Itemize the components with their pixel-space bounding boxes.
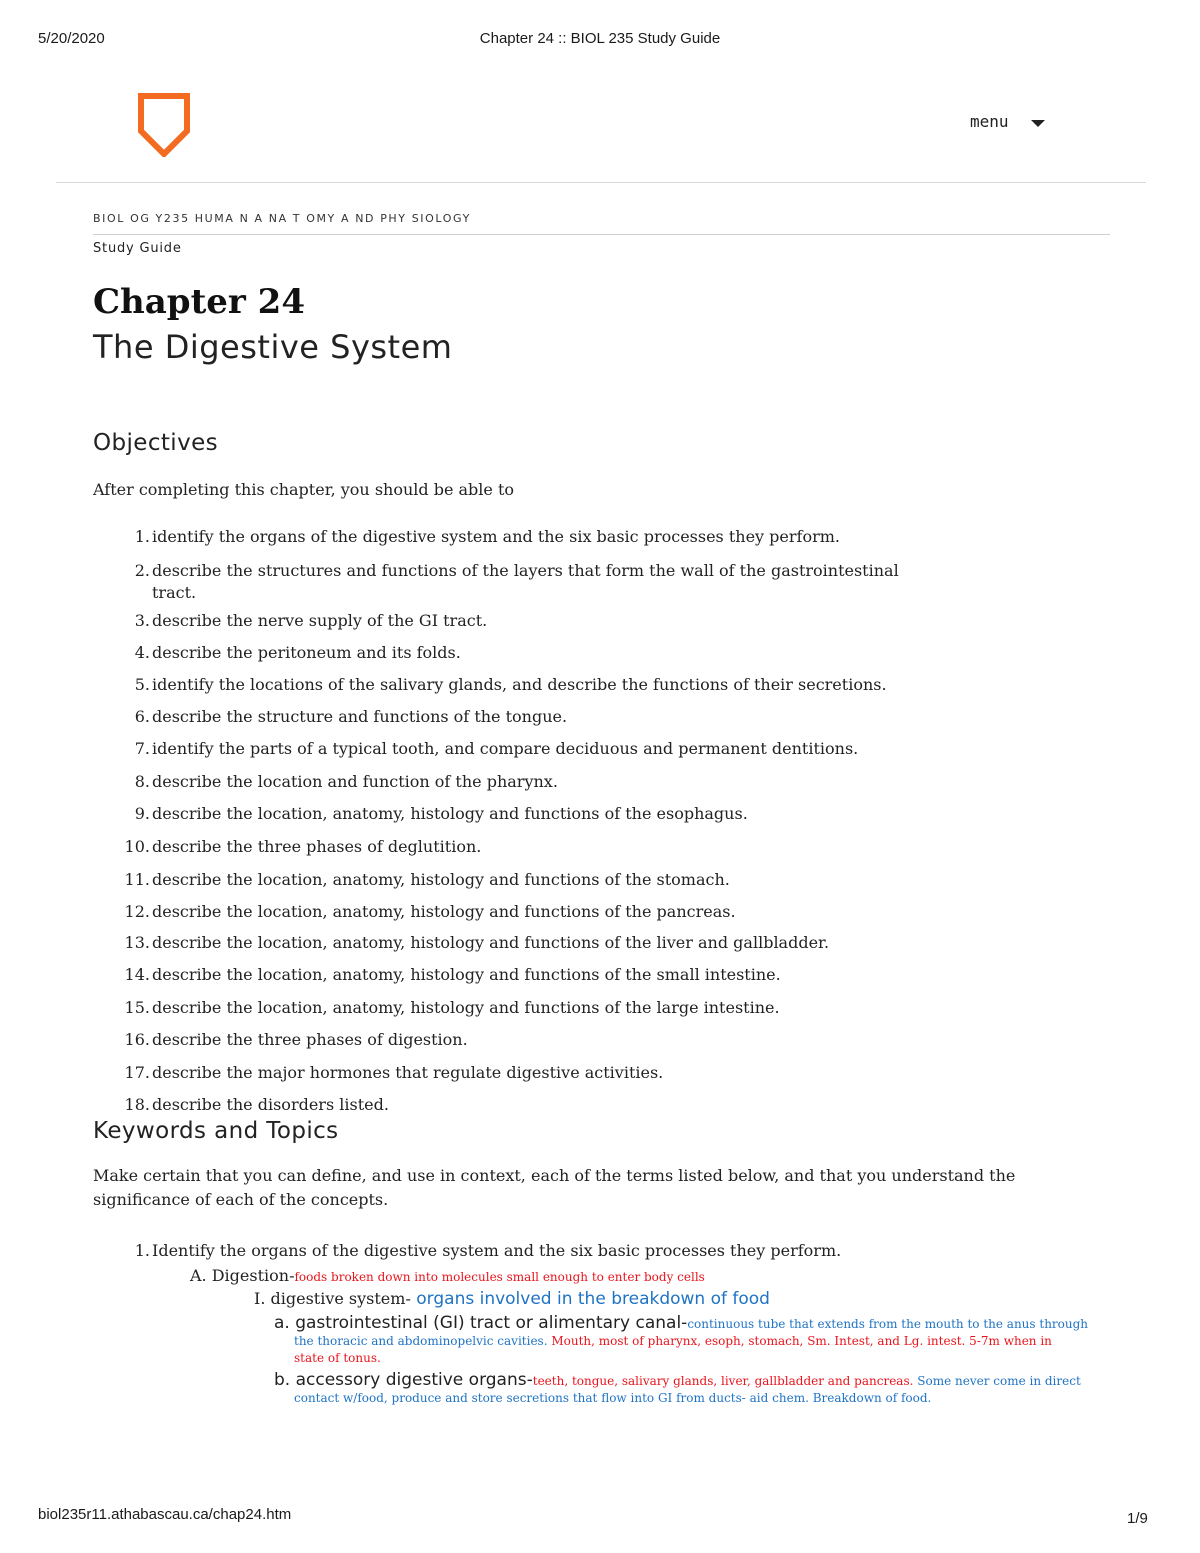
course-name: BIOL OG Y235 HUMA N A NA T OMY A ND PHY SIOLOGY <box>93 212 471 225</box>
list-number: 15. <box>124 998 150 1017</box>
keyword-subitem-a-lower <box>274 1313 1094 1367</box>
outline-label: b. accessory digestive organs- <box>274 1370 533 1390</box>
keywords-heading: Keywords and Topics <box>93 1118 339 1144</box>
section-label: Study Guide <box>93 241 182 256</box>
list-item-text: describe the location, anatomy, histology and functions of the pancreas. <box>152 902 736 921</box>
objectives-intro: After completing this chapter, you should be able to <box>93 480 515 499</box>
list-number: 17. <box>124 1063 150 1082</box>
objective-item <box>93 642 903 664</box>
annotation-blue: the thoracic and abdominopelvic cavities. <box>294 1334 548 1348</box>
list-number: 9. <box>134 804 150 823</box>
objective-item <box>93 932 903 954</box>
list-item-text: describe the structures and functions of the layers that form the wall of the gastrointestinal tract. <box>152 561 899 602</box>
objectives-heading: Objectives <box>93 430 219 456</box>
chapter-title: The Digestive System <box>93 328 453 366</box>
annotation-red: state of tonus. <box>294 1351 381 1365</box>
annotation-blue: organs involved in the breakdown of food <box>410 1289 770 1309</box>
list-item-text: describe the disorders listed. <box>152 1095 389 1114</box>
list-item-text: describe the location, anatomy, histology and functions of the esophagus. <box>152 804 748 823</box>
list-item-text: describe the three phases of deglutition. <box>152 837 482 856</box>
menu-button[interactable] <box>970 112 1045 131</box>
list-number: 6. <box>134 707 150 726</box>
list-item-text: identify the locations of the salivary glands, and describe the functions of their secretions. <box>152 675 887 694</box>
annotation-blue: Some never come in direct <box>913 1374 1081 1388</box>
print-title: Chapter 24 :: BIOL 235 Study Guide <box>479 30 721 47</box>
objective-item <box>93 526 903 548</box>
objective-item <box>93 1094 903 1116</box>
list-number: 4. <box>134 643 150 662</box>
outline-label: I. digestive system- <box>254 1289 411 1308</box>
list-item-text: describe the location, anatomy, histology and functions of the small intestine. <box>152 965 781 984</box>
list-number: 2. <box>134 561 150 580</box>
outline-label: A. Digestion- <box>190 1266 295 1285</box>
list-number: 5. <box>134 675 150 694</box>
list-item-text: describe the three phases of digestion. <box>152 1030 468 1049</box>
list-item-text: describe the location, anatomy, histology and functions of the large intestine. <box>152 998 780 1017</box>
list-number: 1. <box>134 1241 150 1260</box>
course-divider <box>93 234 1110 235</box>
list-item-text: describe the peritoneum and its folds. <box>152 643 461 662</box>
objective-item <box>93 738 903 760</box>
print-url: biol235r11.athabascau.ca/chap24.htm <box>38 1506 292 1523</box>
objective-item <box>93 706 903 728</box>
keyword-subitem-i <box>254 1289 770 1309</box>
objective-item <box>93 771 903 793</box>
list-item-text: describe the nerve supply of the GI tract. <box>152 611 488 630</box>
page-number: 1/9 <box>1127 1510 1148 1527</box>
list-item-text: describe the location, anatomy, histology and functions of the stomach. <box>152 870 730 889</box>
list-item-text: describe the major hormones that regulate digestive activities. <box>152 1063 664 1082</box>
objective-item <box>93 1029 903 1051</box>
list-item-text: identify the parts of a typical tooth, and compare deciduous and permanent dentitions. <box>152 739 859 758</box>
objective-item <box>93 836 903 858</box>
keyword-subitem-b <box>274 1370 1094 1407</box>
chapter-number: Chapter 24 <box>93 282 305 322</box>
list-item-text: Identify the organs of the digestive system and the six basic processes they perform. <box>152 1241 842 1260</box>
print-date: 5/20/2020 <box>38 30 105 47</box>
keyword-item-1 <box>93 1241 841 1260</box>
list-number: 12. <box>124 902 150 921</box>
objective-item <box>93 803 903 825</box>
list-number: 16. <box>124 1030 150 1049</box>
list-number: 3. <box>134 611 150 630</box>
header-divider <box>56 182 1146 183</box>
annotation-red: foods broken down into molecules small enough to enter body cells <box>294 1270 705 1284</box>
list-number: 11. <box>124 870 150 889</box>
objective-item <box>93 1062 903 1084</box>
objective-item <box>93 610 903 632</box>
keywords-intro: Make certain that you can define, and use in context, each of the terms listed below, and that you understand the significance of each of the concepts. <box>93 1166 1016 1209</box>
annotation-blue: continuous tube that extends from the mouth to the anus through <box>687 1317 1089 1331</box>
list-number: 13. <box>124 933 150 952</box>
objective-item <box>93 674 903 696</box>
list-item-text: identify the organs of the digestive system and the six basic processes they perform. <box>152 527 840 546</box>
objective-item <box>93 560 903 604</box>
annotation-red: Mouth, most of pharynx, esoph, stomach, Sm. Intest, and Lg. intest. 5-7m when in <box>547 1334 1052 1348</box>
annotation-red: teeth, tongue, salivary glands, liver, gallbladder and pancreas. <box>532 1374 914 1388</box>
list-item-text: describe the structure and functions of the tongue. <box>152 707 568 726</box>
list-item-text: describe the location, anatomy, histology and functions of the liver and gallbladder. <box>152 933 830 952</box>
objective-item <box>93 869 903 891</box>
objective-item <box>93 901 903 923</box>
list-number: 10. <box>124 837 150 856</box>
list-number: 18. <box>124 1095 150 1114</box>
list-number: 8. <box>134 772 150 791</box>
annotation-blue: contact w/food, produce and store secretions that flow into GI from ducts- aid chem. Breakdown of food. <box>294 1391 932 1405</box>
list-item-text: describe the location and function of the pharynx. <box>152 772 558 791</box>
chevron-down-icon <box>1031 120 1045 127</box>
list-number: 7. <box>134 739 150 758</box>
objective-item <box>93 964 903 986</box>
objective-item <box>93 997 903 1019</box>
list-number: 1. <box>134 527 150 546</box>
outline-label: a. gastrointestinal (GI) tract or alimentary canal- <box>274 1313 688 1333</box>
menu-label: menu <box>970 112 1009 131</box>
keyword-subitem-a-upper <box>190 1266 705 1285</box>
list-number: 14. <box>124 965 150 984</box>
shield-logo-icon[interactable] <box>138 93 190 157</box>
